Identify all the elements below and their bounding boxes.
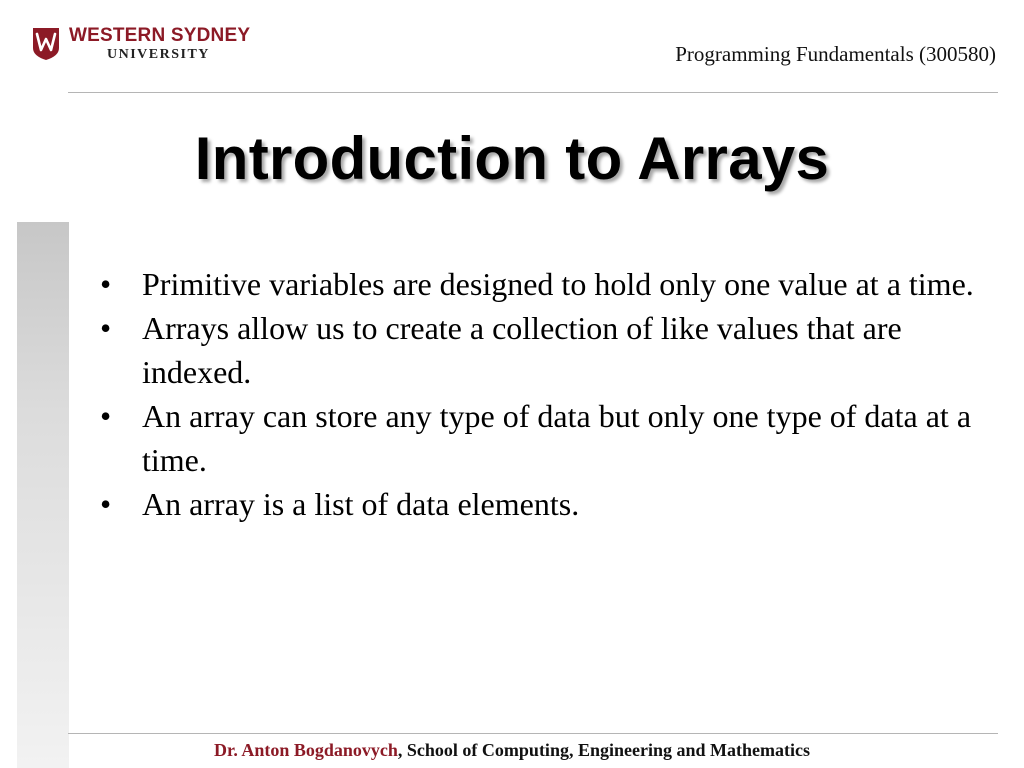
side-decorative-bar: [17, 222, 69, 768]
slide-title: Introduction to Arrays: [194, 125, 830, 192]
bullet-text: An array can store any type of data but only one type of data at a time.: [142, 398, 972, 478]
bullet-item: [100, 306, 980, 394]
bullet-text: An array is a list of data elements.: [142, 486, 580, 522]
bullet-marker: •: [100, 310, 112, 346]
shield-icon: [33, 28, 59, 60]
footer: [0, 740, 1024, 761]
bullet-text: Arrays allow us to create a collection of like values that are indexed.: [142, 310, 902, 390]
bullet-item: [100, 262, 980, 306]
footer-author: Dr. Anton Bogdanovych: [214, 740, 398, 760]
logo-wordmark-line1: WESTERN SYDNEY: [69, 25, 251, 46]
logo-wordmark-line2: UNIVERSITY: [107, 47, 210, 62]
footer-school: School of Computing, Engineering and Mathematics: [406, 740, 810, 760]
university-logo: [33, 27, 273, 67]
bullet-marker: •: [100, 266, 112, 302]
footer-divider: [68, 733, 998, 734]
bullet-list: [100, 262, 980, 526]
bullet-marker: •: [100, 486, 112, 522]
course-name: Programming Fundamentals (300580): [675, 42, 996, 66]
bullet-marker: •: [100, 398, 112, 434]
footer-separator: ,: [397, 740, 407, 760]
header-divider: [68, 92, 998, 93]
bullet-item: [100, 482, 980, 526]
bullet-item: [100, 394, 980, 482]
bullet-text: Primitive variables are designed to hold only one value at a time.: [142, 266, 974, 302]
